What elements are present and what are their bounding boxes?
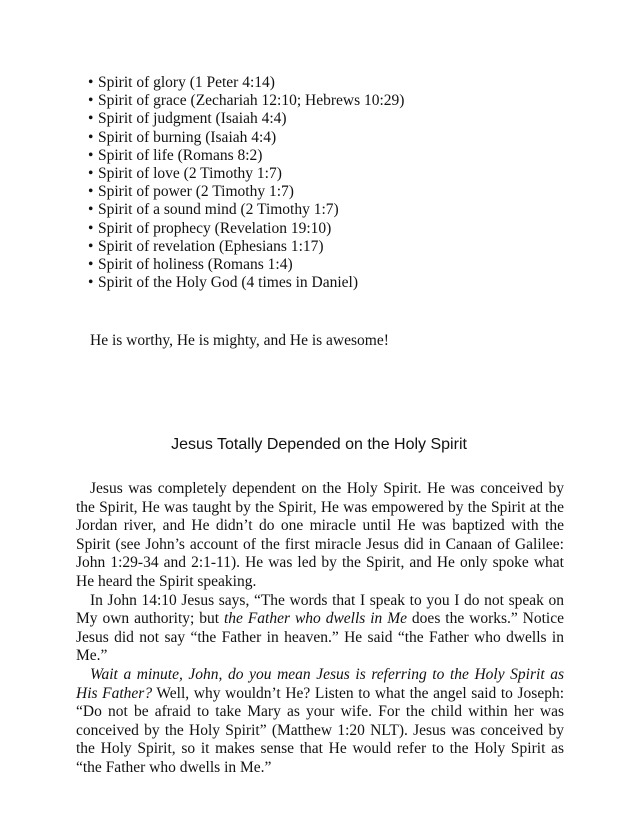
italic-phrase: the Father who dwells in Me [223, 610, 408, 628]
bullet-marker: • [88, 256, 94, 274]
spirit-names-list [88, 74, 404, 292]
paragraph-1: Jesus was completely dependent on the Holy Spirit. He was conceived by the Spirit, He was taught by the Spirit, He was empowered by the Spirit at the Jordan river, and He didn’t do one miracle until He was baptized with the Spirit (see John’s account of the first miracle Jesus did in Canaan of Galilee: John 1:29-34 and 2:1-11). He was led by the Spirit, and He only spoke what He heard the Spirit speaking. [76, 480, 564, 590]
list-item: • Spirit of love (2 Timothy 1:7) [88, 165, 282, 183]
bullet-marker: • [88, 183, 94, 201]
list-item: • Spirit of life (Romans 8:2) [88, 146, 263, 164]
list-item: • Spirit of burning (Isaiah 4:4) [88, 128, 277, 146]
bullet-marker: • [88, 219, 94, 237]
praise-statement: He is worthy, He is mighty, and He is awesome! [90, 332, 389, 349]
bullet-marker: • [88, 146, 94, 164]
paragraph-3: Wait a minute, John, do you mean Jesus is referring to the Holy Spirit as His Father? Well, why wouldn’t He? Listen to what the angel said to Joseph: “Do not be afraid to take Mary as your wife. For the child within her was conceived by the Holy Spirit” (Matthew 1:20 NLT). Jesus was conceived by the Holy Spirit, so it makes sense that He would refer to the Holy Spirit as “the Father who dwells in Me.” [76, 665, 565, 776]
list-item: • Spirit of judgment (Isaiah 4:4) [88, 110, 287, 128]
paragraph-2: In John 14:10 Jesus says, “The words that I speak to you I do not speak on My own authority; but the Father who dwells in Me does the works.” Notice Jesus did not say “the Father in heaven.” He said “the Father who dwells in Me.” [76, 591, 564, 665]
italic-question: Wait a minute, John, do you mean Jesus is referring to the Holy Spirit as His Father? [76, 665, 564, 702]
list-item: • Spirit of power (2 Timothy 1:7) [88, 183, 294, 201]
list-item: • Spirit of revelation (Ephesians 1:17) [88, 237, 324, 255]
bullet-marker: • [88, 110, 94, 128]
list-item: • Spirit of a sound mind (2 Timothy 1:7) [88, 201, 339, 219]
bullet-marker: • [88, 74, 94, 91]
bullet-marker: • [88, 237, 94, 255]
list-item: • Spirit of prophecy (Revelation 19:10) [88, 219, 332, 237]
bullet-marker: • [88, 92, 94, 110]
bullet-marker: • [88, 201, 94, 219]
list-item: • Spirit of holiness (Romans 1:4) [88, 256, 293, 274]
section-heading: Jesus Totally Depended on the Holy Spirit [171, 436, 467, 453]
bullet-marker: • [88, 128, 94, 146]
list-item: • Spirit of grace (Zechariah 12:10; Hebrews 10:29) [88, 92, 405, 110]
bullet-marker: • [88, 274, 94, 292]
body-text [76, 480, 564, 778]
list-item: • Spirit of the Holy God (4 times in Daniel) [88, 274, 359, 292]
list-item: • Spirit of glory (1 Peter 4:14) [88, 74, 275, 91]
bullet-marker: • [88, 165, 94, 183]
